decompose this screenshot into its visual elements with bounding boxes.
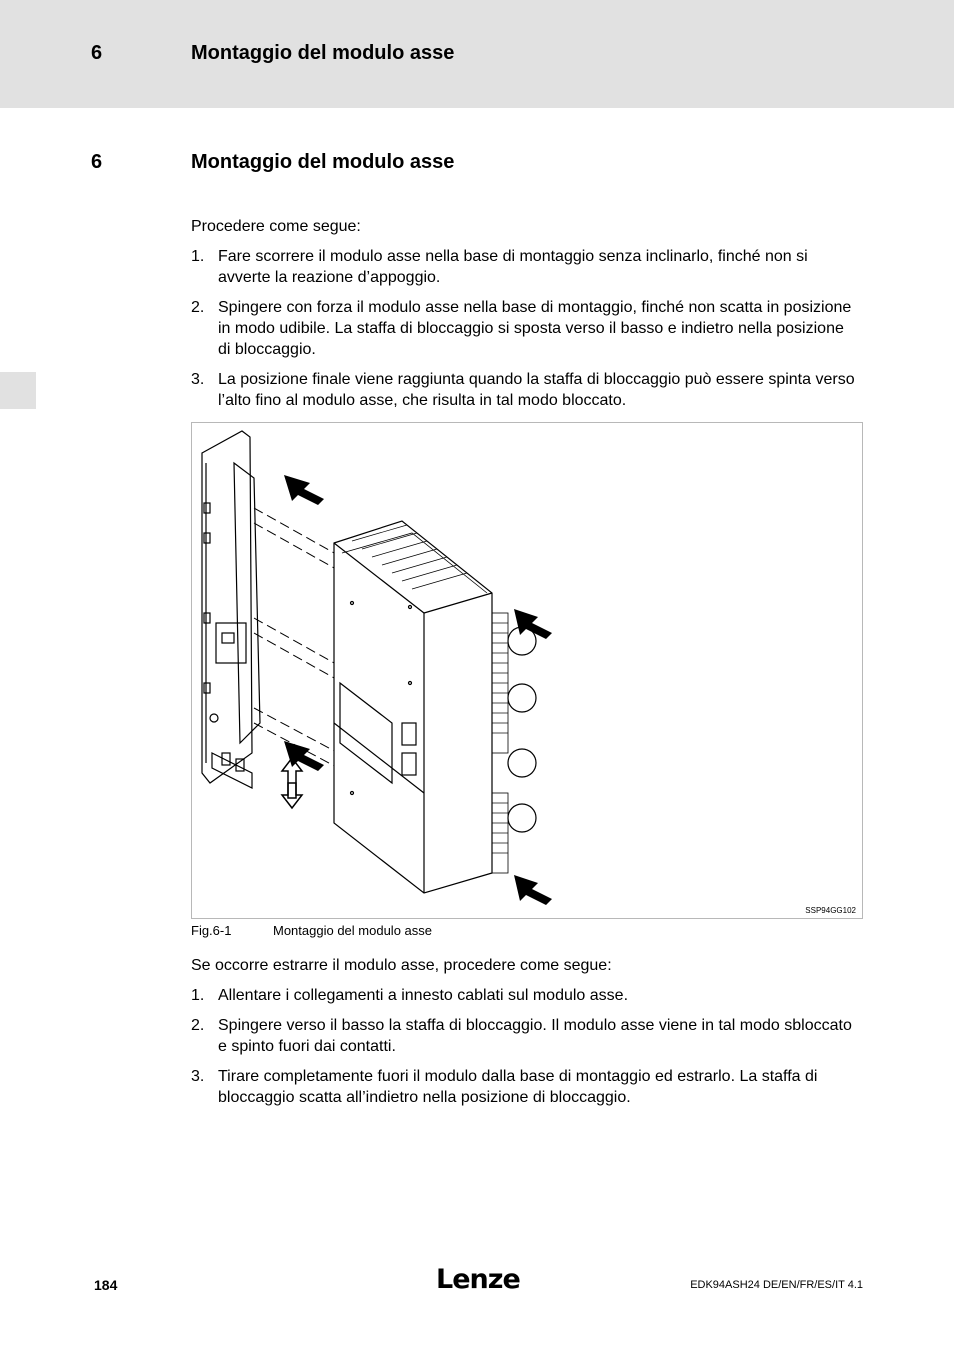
figure-caption-label: Fig.6-1 xyxy=(191,923,232,938)
step-text: Tirare completamente fuori il modulo dalla base di montaggio ed estrarlo. La staffa di bloccaggio scatta all’indietro nella posizione di bloccaggio. xyxy=(218,1068,818,1106)
section-number: 6 xyxy=(91,151,103,173)
step-text: La posizione finale viene raggiunta quando la staffa di bloccaggio può essere spinta verso l’alto fino al modulo asse, che risulta in tal modo bloccato. xyxy=(218,371,855,409)
step-number: 3. xyxy=(191,371,205,388)
step-text: Spingere con forza il modulo asse nella base di montaggio, finché non scatta in posizione in modo udibile. La staffa di bloccaggio si sposta verso il basso e indietro nella posizione di bloccaggio. xyxy=(218,299,852,358)
removal-intro: Se occorre estrarre il modulo asse, procedere come segue: xyxy=(191,957,612,974)
step-number: 2. xyxy=(191,1017,205,1034)
figure-frame xyxy=(191,422,863,919)
step-text: Fare scorrere il modulo asse nella base di montaggio senza inclinarlo, finché non si avverte la reazione d’appoggio. xyxy=(218,248,808,286)
list-item xyxy=(191,1015,856,1057)
step-text: Spingere verso il basso la staffa di bloccaggio. Il modulo asse viene in tal modo sbloccato e spinto fuori dai contatti. xyxy=(218,1017,852,1055)
list-item xyxy=(191,1066,856,1108)
list-item xyxy=(191,297,856,360)
list-item xyxy=(191,369,856,411)
list-item xyxy=(191,985,856,1006)
section-title: Montaggio del modulo asse xyxy=(191,151,455,173)
chapter-side-tab xyxy=(0,372,36,409)
header-chapter-number: 6 xyxy=(91,42,103,64)
figure-code: SSP94GG102 xyxy=(805,906,856,915)
list-item xyxy=(191,246,856,288)
step-number: 2. xyxy=(191,299,205,316)
mounting-instructions xyxy=(191,216,856,420)
lenze-logo: Lenze xyxy=(436,1264,520,1295)
document-id: EDK94ASH24 DE/EN/FR/ES/IT 4.1 xyxy=(690,1279,863,1291)
mounting-intro: Procedere come segue: xyxy=(191,218,361,235)
step-number: 3. xyxy=(191,1068,205,1085)
step-number: 1. xyxy=(191,248,205,265)
mounting-steps xyxy=(191,246,856,411)
axis-module-mounting-illustration xyxy=(192,423,862,918)
header-chapter-title: Montaggio del modulo asse xyxy=(191,42,455,64)
step-text: Allentare i collegamenti a innesto cablati sul modulo asse. xyxy=(218,987,629,1004)
step-number: 1. xyxy=(191,987,205,1004)
removal-steps xyxy=(191,985,856,1108)
figure-caption-text: Montaggio del modulo asse xyxy=(273,923,432,938)
page-header xyxy=(0,0,954,108)
page-number: 184 xyxy=(94,1277,118,1293)
removal-instructions xyxy=(191,955,856,1117)
